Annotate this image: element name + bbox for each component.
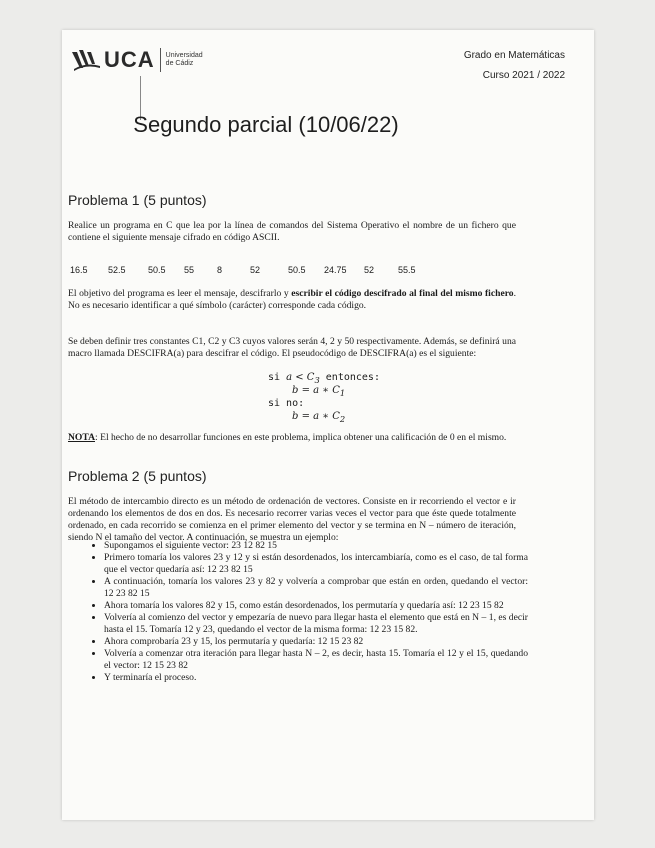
cipher-number: 52 — [364, 265, 375, 275]
pseudocode-line-3: si no: — [268, 398, 305, 409]
page-title: Segundo parcial (10/06/22) — [133, 112, 399, 137]
cipher-number: 52.5 — [108, 265, 126, 275]
logo-sub-line1: Universidad — [165, 52, 203, 59]
problem1-objective — [68, 288, 516, 312]
objective-text-c: . No es necesario identificar a qué símbolo (carácter) corresponde cada código. — [68, 288, 516, 311]
cipher-number: 50.5 — [288, 265, 306, 275]
cipher-number: 55.5 — [398, 265, 416, 275]
problem1-intro: Realice un programa en C que lea por la línea de comandos del Sistema Operativo el nombre de un fichero que contiene el siguiente mensaje cifrado en código ASCII. — [68, 220, 516, 243]
pseudo-keyword-si: si — [268, 372, 281, 383]
pseudo-assign1-sub: 1 — [339, 388, 346, 398]
example-steps-list — [92, 540, 528, 684]
logo-university-name — [166, 52, 203, 68]
course-label: Curso 2021 / 2022 — [482, 70, 565, 81]
uca-emblem-icon — [70, 48, 102, 72]
problem1-constants: Se deben definir tres constantes C1, C2 y C3 cuyos valores serán 4, 2 y 50 respectivamente. Además, se definirá una macro llamada DESCIFRA(a) para descifrar el código. El pseudocódigo de DESCIFRA(a) es el siguiente: — [68, 336, 516, 359]
degree-label: Grado en Matemáticas — [463, 50, 565, 61]
pseudocode-line-2 — [292, 385, 345, 398]
pseudo-assign2-sub: 2 — [339, 414, 346, 424]
problem2-heading: Problema 2 (5 puntos) — [68, 468, 207, 484]
note-label: NOTA — [68, 432, 96, 443]
logo-wordmark: UCA — [104, 47, 155, 72]
pseudo-keyword-entonces: entonces: — [325, 372, 380, 383]
pseudo-assign2: b = a ∗ C — [292, 411, 340, 422]
list-item: • A continuación, tomaría los valores 23 y 82 y volvería a comprobar que están en orden, quedando el vector: 12 23 82 15 — [104, 576, 528, 600]
uca-logo — [70, 47, 203, 73]
problem1-heading: Problema 1 (5 puntos) — [68, 192, 207, 208]
logo-divider — [160, 48, 161, 72]
logo-sub-line2: de Cádiz — [165, 60, 194, 67]
list-item: • Primero tomaría los valores 23 y 12 y si están desordenados, los intercambiaría, como es el caso, de tal forma que el vector quedaría así: 12 23 82 15 — [104, 552, 528, 576]
cipher-number: 52 — [250, 265, 261, 275]
pseudo-condition-sub: 3 — [314, 375, 320, 385]
pseudo-condition — [286, 372, 320, 383]
pseudo-assign1: b = a ∗ C — [292, 385, 340, 396]
list-item: • Y terminaría el proceso. — [104, 672, 528, 684]
list-item: • Supongamos el siguiente vector: 23 12 82 15 — [104, 540, 528, 552]
list-item: • Volvería al comienzo del vector y empezaría de nuevo para llegar hasta el elemento que está en N – 1, es decir hasta el 15. Tomaría 12 y 23, quedando el vector de la misma forma: 12 23 15 82. — [104, 612, 528, 636]
cipher-number: 24.75 — [324, 265, 347, 275]
note-text: : El hecho de no desarrollar funciones en este problema, implica obtener una calificación de 0 en el mismo. — [95, 432, 507, 443]
list-item: • Ahora comprobaría 23 y 15, los permutaría y quedaría: 12 15 23 82 — [104, 636, 528, 648]
header-right — [464, 50, 565, 90]
list-item: • Volvería a comenzar otra iteración para llegar hasta N – 2, es decir, hasta 15. Tomaría el 12 y el 15, quedando el vector: 12 15 23 82 — [104, 648, 528, 672]
cipher-number: 50.5 — [148, 265, 166, 275]
list-item: • Ahora tomaría los valores 82 y 15, como están desordenados, los permutaría y quedaría así: 12 23 15 82 — [104, 600, 528, 612]
pseudocode-line-1 — [268, 372, 380, 385]
objective-text-bold: escribir el código descifrado al final del mismo fichero — [291, 288, 514, 299]
cipher-number: 8 — [217, 265, 223, 275]
cipher-number: 16.5 — [70, 265, 88, 275]
problem2-intro: El método de intercambio directo es un método de ordenación de vectores. Consiste en ir recorriendo el vector e ir ordenando los elementos de dos en dos. Es necesario recorrer varias veces el vector para que éste quede totalmente ordenado, en cada recorrido se comienza en el primer elemento del vector y se termina en N – número de iteración, siendo N el tamaño del vector. A continuación, se muestra un ejemplo: — [68, 496, 516, 543]
pseudocode-line-4 — [292, 411, 345, 424]
problem1-note — [68, 432, 516, 444]
exam-sheet — [62, 30, 594, 820]
pseudo-condition-text: a < C — [286, 372, 315, 383]
cipher-number: 55 — [184, 265, 195, 275]
objective-text-a: El objetivo del programa es leer el mensaje, descifrarlo y — [68, 288, 292, 299]
